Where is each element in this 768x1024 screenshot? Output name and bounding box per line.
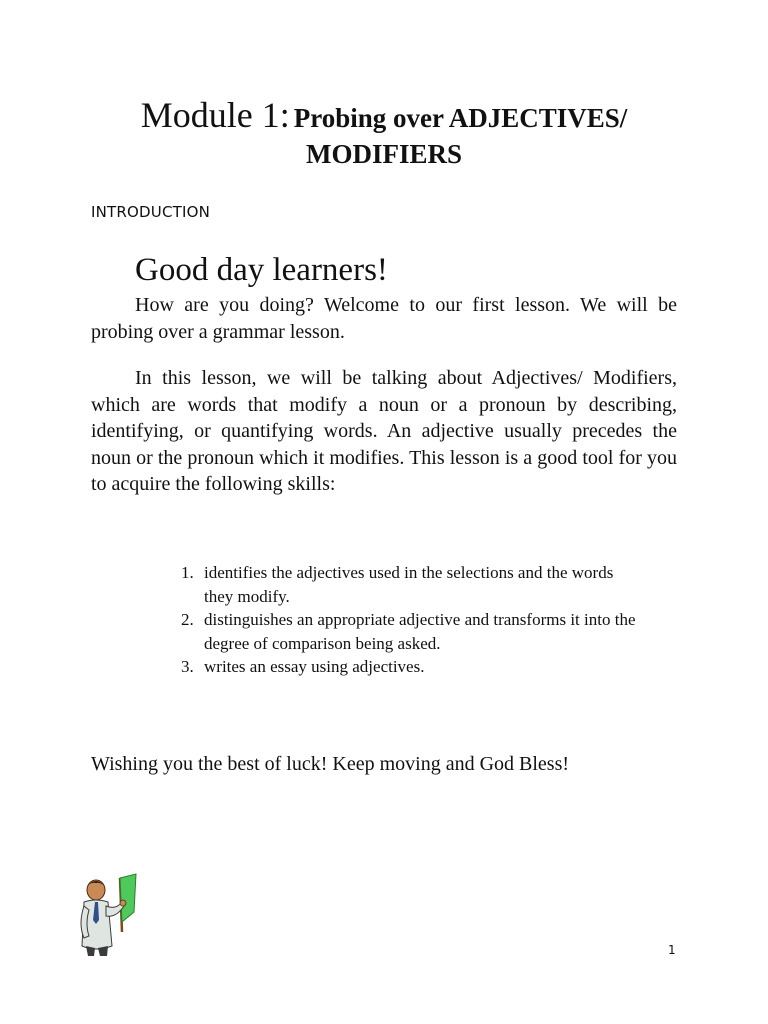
list-item: [176, 608, 646, 655]
list-item: [176, 561, 646, 608]
module-title-prefix: Module 1:: [140, 95, 290, 135]
list-item-text: identifies the adjectives used in the selections and the words they modify.: [204, 563, 614, 606]
list-item-text: writes an essay using adjectives.: [204, 657, 425, 676]
list-item-number: 3.: [181, 657, 194, 676]
intro-paragraph: How are you doing? Welcome to our first lesson. We will be probing over a grammar lesson.: [91, 294, 677, 343]
list-item-number: 2.: [181, 610, 194, 629]
list-item-number: 1.: [181, 563, 194, 582]
greeting-heading: Good day learners!: [135, 252, 388, 288]
closing-message: Wishing you the best of luck! Keep moving and God Bless!: [91, 753, 570, 775]
lesson-description-paragraph: In this lesson, we will be talking about Adjectives/ Modifiers, which are words that modify a noun or a pronoun by describing, identifying, or quantifying words. An adjective usually precedes the noun or the pronoun which it modifies. This lesson is a good tool for you to acquire the following skills:: [91, 367, 677, 495]
module-title-topic: Probing over ADJECTIVES/: [293, 103, 628, 133]
skills-list: [176, 561, 646, 679]
section-heading: INTRODUCTION: [91, 203, 211, 221]
teacher-at-chalkboard-icon: [76, 872, 142, 956]
module-title-line2: MODIFIERS: [305, 139, 462, 169]
page-number: 1: [668, 943, 676, 957]
list-item: [176, 655, 646, 679]
list-item-text: distinguishes an appropriate adjective and transforms it into the degree of comparison being asked.: [204, 610, 636, 653]
